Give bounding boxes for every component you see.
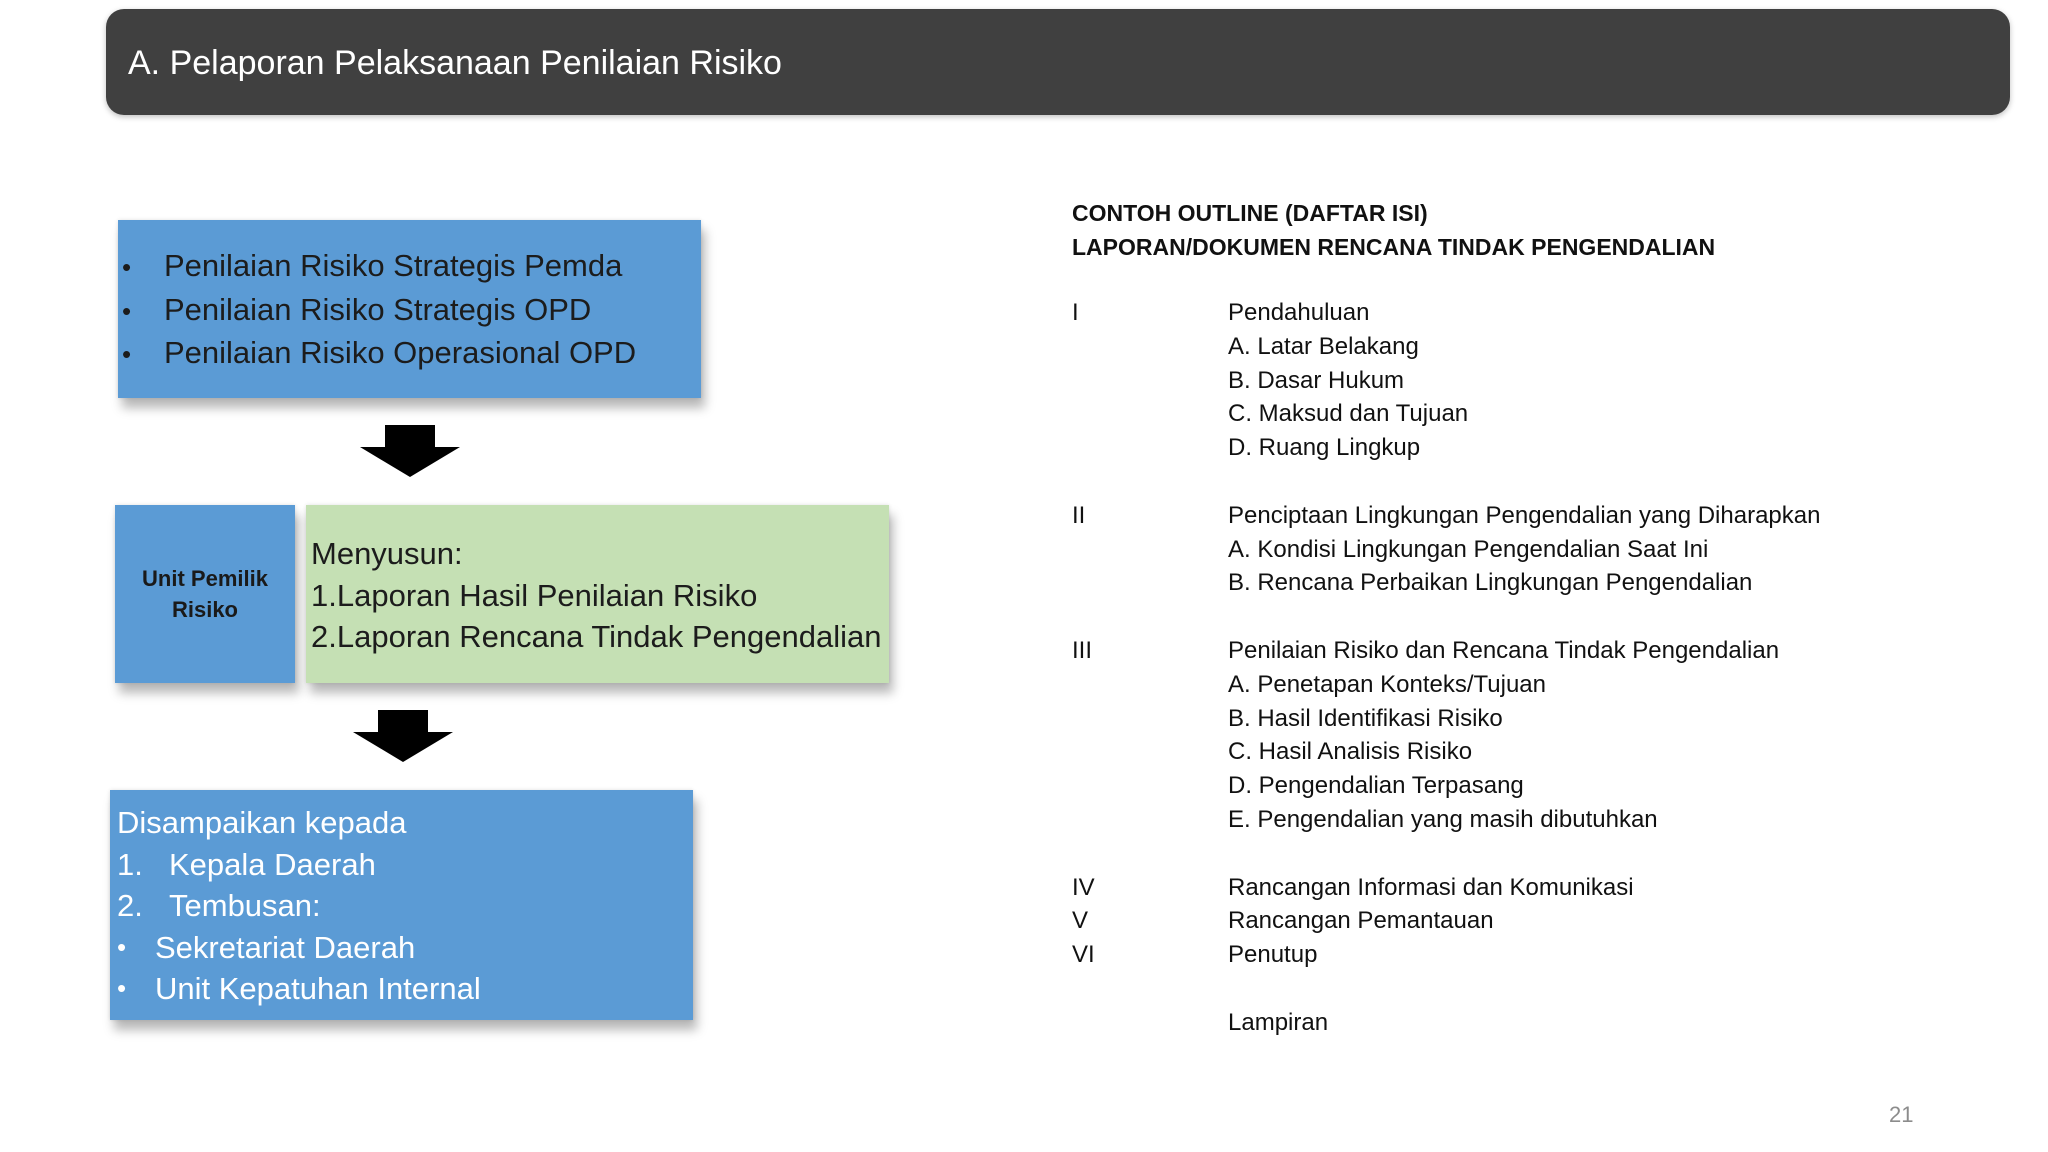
task-heading: Menyusun:: [311, 536, 463, 571]
outline-subitem: D. Ruang Lingkup: [1228, 434, 1421, 462]
assessment-item: • Penilaian Risiko Strategis Pemda: [122, 245, 701, 289]
unit-label-line: Risiko: [171, 597, 238, 622]
assessment-item: • Penilaian Risiko Operasional OPD: [122, 332, 701, 376]
assessment-box: [118, 220, 701, 398]
bullet-icon: •: [117, 931, 127, 962]
outline-section: III Penilaian Risiko dan Rencana Tindak Pengendalian: [1072, 636, 1780, 664]
outline-subitem: E. Pengendalian yang masih dibutuhkan: [1228, 805, 1658, 833]
bullet-icon: •: [122, 295, 132, 326]
outline-subitem: D. Pengendalian Terpasang: [1228, 772, 1524, 800]
outline-subitem: B. Rencana Perbaikan Lingkungan Pengendalian: [1228, 569, 1753, 597]
unit-owner-box: [115, 505, 295, 683]
outline-heading: CONTOH OUTLINE (DAFTAR ISI) LAPORAN/DOKUMEN RENCANA TINDAK PENGENDALIAN: [1072, 200, 1716, 260]
title-bar: [106, 9, 2010, 115]
outline-subitem: B. Hasil Identifikasi Risiko: [1228, 704, 1503, 732]
slide-title: A. Pelaporan Pelaksanaan Penilaian Risiko: [128, 44, 782, 82]
outline-appendix: Lampiran: [1228, 1008, 1329, 1036]
outline-section: VI Penutup: [1072, 941, 1318, 969]
recipient-bullet: • Sekretariat Daerah: [117, 927, 693, 969]
outline-section: I Pendahuluan: [1072, 299, 1370, 326]
task-box: [306, 505, 889, 683]
down-arrow-icon: [353, 710, 453, 762]
recipient-bullet: • Unit Kepatuhan Internal: [117, 968, 693, 1010]
bullet-icon: •: [122, 339, 132, 369]
task-item: 1.Laporan Hasil Penilaian Risiko: [311, 577, 758, 613]
recipients-box: [110, 790, 693, 1020]
outline-section: II Penciptaan Lingkungan Pengendalian yang Diharapkan: [1072, 501, 1821, 529]
task-item: 2.Laporan Rencana Tindak Pengendalian: [311, 619, 882, 654]
page-number: 21: [1889, 1102, 1914, 1127]
outline-section: IV Rancangan Informasi dan Komunikasi: [1072, 873, 1634, 901]
outline-subitem: A. Latar Belakang: [1228, 332, 1419, 360]
bullet-icon: •: [122, 252, 132, 282]
outline-subitem: C. Maksud dan Tujuan: [1228, 400, 1469, 428]
outline-section: V Rancangan Pemantauan: [1072, 907, 1494, 935]
recipients-heading: Disampaikan kepada: [117, 805, 407, 840]
recipient-item: 1. Kepala Daerah: [117, 846, 376, 882]
down-arrow-icon: [360, 425, 460, 477]
outline-subitem: A. Kondisi Lingkungan Pengendalian Saat Ini: [1228, 535, 1709, 563]
outline-subitem: A. Penetapan Konteks/Tujuan: [1228, 670, 1546, 698]
outline-list: [1072, 296, 1972, 1040]
unit-label-line: Unit Pemilik: [142, 566, 268, 591]
bullet-icon: •: [117, 973, 127, 1003]
outline-subitem: C. Hasil Analisis Risiko: [1228, 738, 1473, 766]
outline-subitem: B. Dasar Hukum: [1228, 366, 1405, 394]
assessment-item: • Penilaian Risiko Strategis OPD: [122, 289, 701, 333]
recipient-item: 2. Tembusan:: [117, 888, 321, 923]
